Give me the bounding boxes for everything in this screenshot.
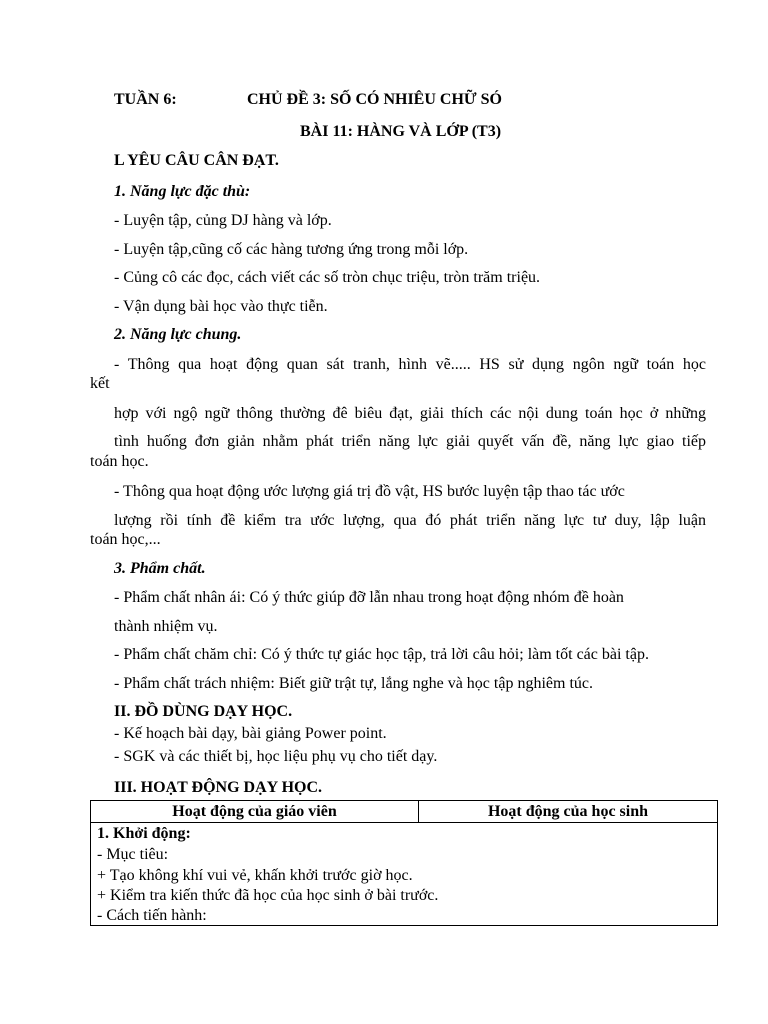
list-item: - Luyện tập,cũng cố các hàng tương ứng trong mỗi lớp. bbox=[114, 241, 469, 258]
section-1-1-heading: 1. Năng lực đặc thù: bbox=[114, 183, 251, 200]
teacher-column-header: Hoạt động của giáo viên bbox=[91, 801, 419, 822]
paragraph-line: lượng rồi tính đề kiểm tra ước lượng, qua đó phát triển năng lực tư duy, lập luận bbox=[114, 512, 706, 529]
paragraph-line: tình huống đơn giản nhằm phát triển năng lực giải quyết vấn đề, năng lực giao tiếp bbox=[114, 433, 706, 450]
paragraph-line: thành nhiệm vụ. bbox=[114, 618, 218, 635]
table-row: 1. Khởi động: bbox=[97, 825, 191, 842]
table-row: + Kiểm tra kiến thức đã học của học sinh ở bài trước. bbox=[97, 887, 439, 904]
table-row: - Cách tiến hành: bbox=[97, 907, 207, 924]
paragraph-line: - Thông qua hoạt động ước lượng giá trị đồ vật, HS bước luyện tập thao tác ước bbox=[114, 483, 625, 500]
section-3-heading: III. HOẠT ĐỘNG DẠY HỌC. bbox=[114, 779, 323, 796]
paragraph-line: - Phẩm chất nhân ái: Có ý thức giúp đỡ lẫn nhau trong hoạt động nhóm đề hoàn bbox=[114, 589, 624, 606]
section-1-heading: L YÊU CÂU CÂN ĐẠT. bbox=[114, 152, 279, 169]
list-item: - Củng cô các đọc, cách viết các số tròn chục triệu, tròn trăm triệu. bbox=[114, 269, 541, 286]
table-row: - Mục tiêu: bbox=[97, 846, 169, 863]
section-2-heading: II. ĐỒ DÙNG DẠY HỌC. bbox=[114, 703, 293, 720]
list-item: - Luyện tập, củng DJ hàng và lớp. bbox=[114, 212, 332, 229]
activity-table bbox=[90, 800, 718, 926]
table-row: + Tạo không khí vui vẻ, khấn khởi trước giờ học. bbox=[97, 867, 413, 884]
paragraph-line: - Phẩm chất chăm chỉ: Có ý thức tự giác học tập, trả lời câu hỏi; làm tốt các bài tập. bbox=[114, 646, 649, 663]
paragraph-line: - Thông qua hoạt động quan sát tranh, hình vẽ..... HS sử dụng ngôn ngữ toán học bbox=[114, 356, 706, 373]
topic-title: CHỦ ĐỀ 3: SỐ CÓ NHIÊU CHỮ SÓ bbox=[247, 91, 502, 108]
section-1-3-heading: 3. Phẩm chất. bbox=[114, 560, 206, 577]
list-item: - Kế hoạch bài dạy, bài giảng Power point. bbox=[114, 725, 387, 742]
lesson-title: BÀI 11: HÀNG VÀ LỚP (T3) bbox=[300, 123, 502, 140]
paragraph-line: toán học,... bbox=[90, 531, 161, 548]
paragraph-line: hợp với ngộ ngữ thông thường đê biêu đạt, giải thích các nội dung toán học ở những bbox=[114, 405, 706, 422]
paragraph-line: toán học. bbox=[90, 453, 149, 470]
table-header bbox=[91, 801, 717, 823]
paragraph-line: kết bbox=[90, 375, 110, 392]
list-item: - Vận dụng bài học vào thực tiễn. bbox=[114, 298, 328, 315]
list-item: - SGK và các thiết bị, học liệu phụ vụ cho tiết dạy. bbox=[114, 748, 438, 765]
section-1-2-heading: 2. Năng lực chung. bbox=[114, 326, 242, 343]
paragraph-line: - Phẩm chất trách nhiệm: Biết giữ trật tự, lắng nghe và học tập nghiêm túc. bbox=[114, 675, 593, 692]
student-column-header: Hoạt động của học sinh bbox=[487, 803, 649, 820]
week-label: TUẦN 6: bbox=[114, 91, 177, 108]
